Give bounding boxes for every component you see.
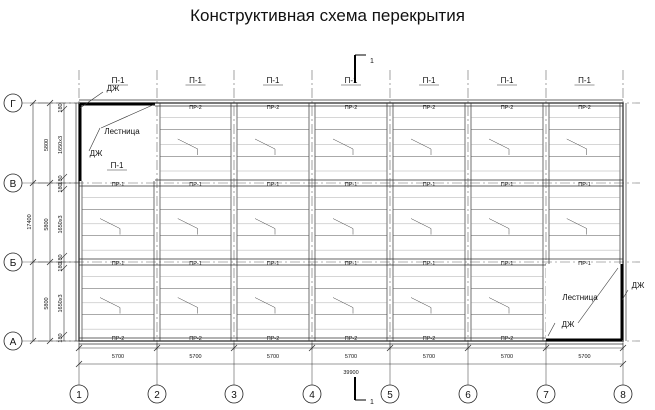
beam-label-p1: П-1 xyxy=(266,76,280,85)
panel-dimension: 1650х3 xyxy=(58,294,64,313)
beam-label-p1: П-1 xyxy=(344,76,358,85)
beam-label-pr2: ПР-2 xyxy=(189,336,202,342)
slab-direction-mark xyxy=(489,139,509,149)
slab-direction-mark xyxy=(255,219,275,229)
slab-direction-mark xyxy=(411,298,431,308)
slab-direction-mark xyxy=(567,219,587,229)
beam-label-p1: П-1 xyxy=(578,76,591,85)
grid-bubble-col-label: 2 xyxy=(154,390,160,401)
slab-outline xyxy=(79,103,623,341)
beam-label-pr1: ПР-1 xyxy=(344,182,358,188)
beam-label-p1: П-1 xyxy=(111,76,125,85)
beam-label-pr2: ПР-2 xyxy=(344,336,358,342)
beam-label-pr1: ПР-1 xyxy=(111,261,125,267)
section-mark-label: 1 xyxy=(370,399,374,406)
grid-bubble-col-label: 3 xyxy=(231,390,237,401)
edge-dimension: 180 xyxy=(58,262,64,272)
beam-label-pr1: ПР-1 xyxy=(189,261,202,267)
span-dimension: 5800 xyxy=(44,138,50,152)
beam-label-pr1: ПР-1 xyxy=(422,261,436,267)
grid-bubble-col-label: 4 xyxy=(309,390,315,401)
edge-dimension: 180 xyxy=(58,103,64,113)
slab-direction-mark xyxy=(333,139,353,149)
grid-bubble-col-label: 5 xyxy=(387,390,393,401)
beam-label-pr1: ПР-1 xyxy=(500,182,514,188)
grid-bubble-col-label: 8 xyxy=(620,390,626,401)
span-dimension: 5800 xyxy=(44,218,50,231)
beam-label-pr1: ПР-1 xyxy=(344,261,358,267)
beam-label-p1: П-1 xyxy=(110,161,124,170)
span-dimension: 5800 xyxy=(44,297,50,310)
total-width-dimension: 17400 xyxy=(27,214,33,230)
slab-direction-mark xyxy=(255,139,275,149)
bay-dimension: 5700 xyxy=(500,354,514,360)
edge-dimension: 180 xyxy=(58,175,64,185)
beam-label-pr1: ПР-1 xyxy=(500,261,514,267)
bay-dimension: 5700 xyxy=(344,354,358,360)
beam-label-p1: П-1 xyxy=(422,76,436,85)
beam-label-pr2: ПР-2 xyxy=(344,105,358,111)
grid-bubble-row-label: Г xyxy=(10,99,16,110)
grid-bubble-row-label: В xyxy=(9,179,17,190)
dzh-label: ДЖ xyxy=(89,149,103,158)
beam-label-pr2: ПР-2 xyxy=(500,105,514,111)
slab-direction-mark xyxy=(100,298,120,308)
grid-bubble-row-label: А xyxy=(9,337,17,348)
drawing-title: Конструктивная схема перекрытия xyxy=(190,6,465,25)
beam-label-pr2: ПР-2 xyxy=(422,336,436,342)
dzh-label: ДЖ xyxy=(106,84,120,93)
slab-direction-mark xyxy=(411,219,431,229)
stair-label: Лестница xyxy=(104,127,140,136)
beam-label-pr2: ПР-2 xyxy=(500,336,514,342)
beam-label-pr1: ПР-1 xyxy=(266,182,280,188)
beam-label-pr1: ПР-1 xyxy=(578,182,591,188)
beam-label-pr1: ПР-1 xyxy=(578,261,591,267)
slab-direction-mark xyxy=(567,139,587,149)
beam-label-pr2: ПР-2 xyxy=(422,105,436,111)
panel-dimension: 1650х3 xyxy=(58,215,64,234)
dzh-label: ДЖ xyxy=(631,281,645,290)
slab-direction-mark xyxy=(255,298,275,308)
beam-label-p1: П-1 xyxy=(500,76,514,85)
bay-dimension: 5700 xyxy=(422,354,436,360)
slab-direction-mark xyxy=(178,298,198,308)
beam-label-pr2: ПР-2 xyxy=(266,105,280,111)
slab-direction-mark xyxy=(333,298,353,308)
grid-bubble-col-label: 1 xyxy=(76,390,82,401)
beam-label-p1: П-1 xyxy=(189,76,202,85)
edge-dimension: 180 xyxy=(58,254,64,264)
beam-label-pr1: ПР-1 xyxy=(189,182,202,188)
stair-opening-bottom xyxy=(546,264,622,340)
slab-direction-mark xyxy=(100,219,120,229)
beam-label-pr2: ПР-2 xyxy=(578,105,591,111)
bay-dimension: 5700 xyxy=(189,354,202,360)
grid-bubble-row-label: Б xyxy=(9,258,17,269)
slab-direction-mark xyxy=(489,298,509,308)
bay-dimension: 5700 xyxy=(578,354,591,360)
grid-bubble-col-label: 6 xyxy=(465,390,471,401)
edge-dimension: 180 xyxy=(58,183,64,193)
beam-label-pr1: ПР-1 xyxy=(266,261,280,267)
section-mark-label: 1 xyxy=(370,58,374,65)
edge-dimension: 180 xyxy=(58,333,64,343)
slab-direction-mark xyxy=(411,139,431,149)
grid-bubble-col-label: 7 xyxy=(543,390,549,401)
beam-label-pr2: ПР-2 xyxy=(111,336,125,342)
dzh-label: ДЖ xyxy=(561,320,575,329)
beam-label-pr1: ПР-1 xyxy=(422,182,436,188)
panel-dimension: 1650х3 xyxy=(58,135,64,155)
slab-direction-mark xyxy=(489,219,509,229)
stair-label: Лестница xyxy=(562,293,598,302)
slab-direction-mark xyxy=(333,219,353,229)
bay-dimension: 5700 xyxy=(111,354,125,360)
beam-label-pr1: ПР-1 xyxy=(111,182,125,188)
slab-direction-mark xyxy=(178,219,198,229)
bay-dimension: 5700 xyxy=(266,354,280,360)
slab-direction-mark xyxy=(178,139,198,149)
beam-label-pr2: ПР-2 xyxy=(266,336,280,342)
beam-label-pr2: ПР-2 xyxy=(189,105,202,111)
total-length-dimension: 39900 xyxy=(343,370,359,376)
